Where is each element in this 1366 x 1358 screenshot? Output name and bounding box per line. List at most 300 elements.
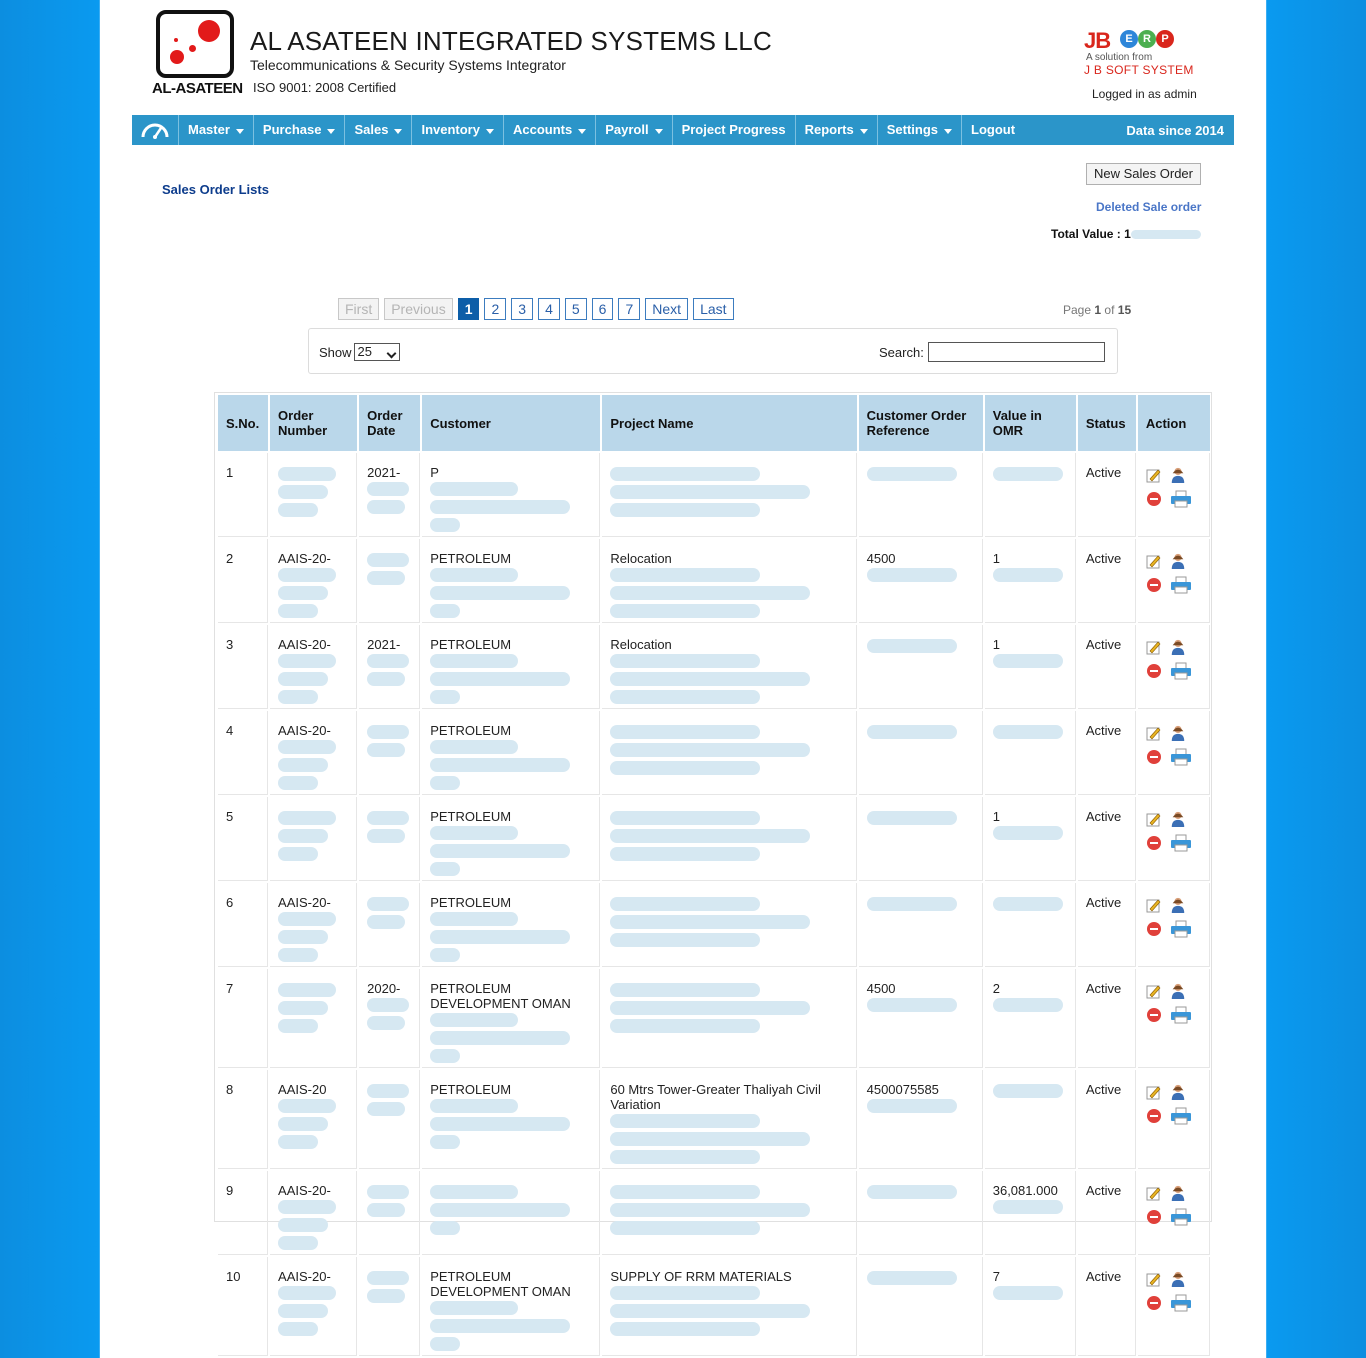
cell-date [359,625,420,709]
edit-icon[interactable] [1146,897,1162,913]
table-row[interactable] [218,1257,1210,1356]
redacted-value [993,826,1063,840]
redacted-value [610,1114,760,1128]
sales-order-table-wrapper [214,392,1212,1299]
user-icon[interactable] [1170,1185,1186,1201]
delete-icon[interactable] [1146,835,1162,851]
nav-purchase[interactable] [254,115,346,145]
redacted-value [610,897,760,911]
redacted-value [367,1185,409,1199]
col-order-date[interactable]: Order Date [359,395,420,451]
redacted-value [278,776,318,790]
cell-customer-text: PETROLEUM [430,809,512,824]
nav-project-progress[interactable] [673,115,796,145]
redacted-value [430,948,460,962]
cell-order [270,969,357,1068]
deleted-sale-order-link[interactable]: Deleted Sale order [1096,200,1202,214]
redacted-value [367,1271,409,1285]
redacted-value [367,811,409,825]
cell-customer-text: P [430,465,439,480]
cell-status-text: Active [1085,723,1122,738]
user-icon[interactable] [1170,467,1186,483]
cell-order [270,539,357,623]
user-icon[interactable] [1170,553,1186,569]
cell-project [602,1171,856,1255]
redacted-value [278,1019,318,1033]
cell-status-text: Active [1085,809,1122,824]
erp-r-icon: R [1138,30,1156,48]
redacted-value [278,912,336,926]
delete-icon[interactable] [1146,491,1162,507]
redacted-value [610,983,760,997]
nav-accounts[interactable] [504,115,596,145]
page-7-button[interactable]: 7 [618,298,640,320]
redacted-value [278,1322,318,1336]
redacted-value [610,1150,760,1164]
redacted-value [867,1271,957,1285]
col-value-omr[interactable]: Value in OMR [985,395,1076,451]
cell-customer [422,1257,600,1356]
redacted-value [367,998,409,1012]
cell-order-text: AAIS-20- [278,895,331,910]
table-row[interactable] [218,539,1210,623]
redacted-value [430,1301,518,1315]
redacted-value [993,654,1063,668]
redacted-value [610,654,760,668]
redacted-value [278,485,328,499]
cell-status [1078,1070,1136,1169]
show-label: Show [319,344,352,360]
redacted-value [610,1286,760,1300]
redacted-value [610,1304,810,1318]
delete-icon[interactable] [1146,1209,1162,1225]
cell-ref [859,969,983,1068]
redacted-value [278,1304,328,1318]
chevron-down-icon [236,129,244,134]
user-icon[interactable] [1170,1084,1186,1100]
nav-master[interactable] [179,115,254,145]
print-icon[interactable] [1170,1209,1192,1225]
user-icon[interactable] [1170,983,1186,999]
redacted-value [610,503,760,517]
redacted-value [430,672,570,686]
table-row[interactable] [218,969,1210,1068]
sales-order-table [216,393,1212,1358]
cell-sno [218,883,268,967]
company-tagline: Telecommunications & Security Systems Integrator [250,57,566,73]
cell-sno [218,625,268,709]
redacted-value [367,1289,405,1303]
redacted-value [430,826,518,840]
nav-sales-label: Sales [354,122,389,137]
user-icon[interactable] [1170,897,1186,913]
cell-customer [422,625,600,709]
print-icon[interactable] [1170,1007,1192,1023]
nav-payroll-label: Payroll [605,122,649,137]
nav-master-label: Master [188,122,230,137]
cell-value-text: 1 [992,551,1000,566]
print-icon[interactable] [1170,835,1192,851]
nav-settings-label: Settings [886,122,939,137]
table-row[interactable] [218,453,1210,537]
cell-project [602,797,856,881]
redacted-value [430,758,570,772]
user-icon[interactable] [1170,811,1186,827]
redacted-value [867,568,957,582]
user-icon[interactable] [1170,639,1186,655]
edit-icon[interactable] [1146,725,1162,741]
redacted-value [367,725,409,739]
col-customer[interactable]: Customer [422,395,600,451]
chevron-down-icon [944,129,952,134]
redacted-value [278,503,318,517]
cell-action [1138,453,1210,537]
redacted-value [278,1218,328,1232]
cell-project [602,969,856,1068]
redacted-value [367,482,409,496]
redacted-value [430,482,518,496]
redacted-value [430,912,518,926]
delete-icon[interactable] [1146,921,1162,937]
col-sno[interactable]: S.No. [218,395,268,451]
cell-sno [218,539,268,623]
cell-sno-text: 4 [226,723,234,738]
redacted-value [610,829,810,843]
page [100,0,1266,1299]
cell-date-text: 2021- [367,637,401,652]
cell-action [1138,625,1210,709]
cell-status [1078,625,1136,709]
page-2-button[interactable]: 2 [484,298,506,320]
redacted-value [610,743,810,757]
cell-sno-text: 6 [226,895,234,910]
cell-ref [859,453,983,537]
cell-status [1078,711,1136,795]
cell-order [270,883,357,967]
redacted-value [867,897,957,911]
page-info-label: Page [1063,303,1092,317]
cell-order [270,1070,357,1169]
table-row[interactable] [218,625,1210,709]
cell-ref-text: 4500 [866,981,896,996]
chevron-down-icon [327,129,335,134]
table-header-row [218,395,1210,451]
cell-status [1078,1257,1136,1356]
cell-date [359,797,420,881]
redacted-value [610,1185,760,1199]
cell-value-text: 2 [992,981,1000,996]
redacted-value [430,1049,460,1063]
cell-customer [422,797,600,881]
page-info-total: 15 [1117,303,1132,317]
cell-project [602,711,856,795]
page-5-button[interactable]: 5 [565,298,587,320]
redacted-value [367,553,409,567]
nav-logout-label: Logout [971,122,1016,137]
delete-icon[interactable] [1146,749,1162,765]
cell-value [985,969,1076,1068]
search-input[interactable] [928,342,1105,362]
redacted-value [367,897,409,911]
user-icon[interactable] [1170,725,1186,741]
table-body [218,453,1210,1356]
user-icon[interactable] [1170,1271,1186,1287]
nav-settings[interactable] [878,115,962,145]
redacted-value [867,998,957,1012]
redacted-value [993,725,1063,739]
nav-logout[interactable] [962,115,1024,145]
cell-date [359,883,420,967]
cell-project-text: Relocation [610,551,672,566]
total-value [1051,227,1201,241]
edit-icon[interactable] [1146,1271,1162,1287]
cell-ref-text: 4500075585 [866,1082,939,1097]
redacted-value [278,586,328,600]
redacted-value [867,811,957,825]
redacted-value [278,654,336,668]
page-last-button[interactable]: Last [693,298,733,320]
cell-project [602,625,856,709]
cell-value-text: 1 [992,637,1000,652]
redacted-value [278,1135,318,1149]
redacted-value [430,862,460,876]
page-6-button[interactable]: 6 [592,298,614,320]
filter-bar [308,328,1118,374]
redacted-value [993,568,1063,582]
cell-project [602,883,856,967]
erp-e-icon: E [1120,30,1138,48]
redacted-value [278,1001,328,1015]
nav-accounts-label: Accounts [512,122,573,137]
print-icon[interactable] [1170,749,1192,765]
redacted-value [367,1084,409,1098]
cell-date [359,1257,420,1356]
cell-value-text: 7 [992,1269,1000,1284]
redacted-value [610,672,810,686]
redacted-value [367,1016,405,1030]
company-name: AL ASATEEN INTEGRATED SYSTEMS LLC [250,26,772,56]
cell-action [1138,1257,1210,1356]
cell-sno [218,453,268,537]
redacted-value [610,811,760,825]
print-icon[interactable] [1170,663,1192,679]
delete-icon[interactable] [1146,663,1162,679]
cell-order-text: AAIS-20- [278,723,331,738]
company-logo [156,10,234,78]
redacted-value [610,915,810,929]
redacted-value [278,1099,336,1113]
redacted-value [430,604,460,618]
redacted-value [610,604,760,618]
redacted-value [367,1102,405,1116]
redacted-value [430,1135,460,1149]
cell-customer [422,883,600,967]
edit-icon[interactable] [1146,1185,1162,1201]
cell-date [359,1070,420,1169]
cell-status [1078,969,1136,1068]
page-1-button[interactable]: 1 [458,298,480,320]
iso-certification: ISO 9001: 2008 Certified [253,80,397,95]
redacted-value [430,776,460,790]
cell-value [985,1257,1076,1356]
cell-status-text: Active [1085,465,1122,480]
redacted-value [430,1031,570,1045]
chevron-down-icon [860,129,868,134]
redacted-value [610,1322,760,1336]
dashboard-button[interactable] [132,115,179,145]
redacted-value [278,930,328,944]
table-row[interactable] [218,797,1210,881]
cell-value [985,883,1076,967]
erp-p-icon: P [1156,30,1174,48]
table-row[interactable] [218,883,1210,967]
cell-date-text: 2021- [367,465,401,480]
print-icon[interactable] [1170,577,1192,593]
redacted-value [430,844,570,858]
page-previous-button[interactable]: Previous [384,298,452,320]
delete-icon[interactable] [1146,1295,1162,1311]
cell-order-text: AAIS-20- [278,551,331,566]
print-icon[interactable] [1170,1295,1192,1311]
redacted-value [610,586,810,600]
redacted-value [430,690,460,704]
redacted-value [278,1200,336,1214]
cell-date-text: 2020- [367,981,401,996]
cell-value [985,797,1076,881]
cell-customer [422,711,600,795]
page-4-button[interactable]: 4 [538,298,560,320]
redacted-value [278,1286,336,1300]
table-row[interactable] [218,711,1210,795]
page-first-button[interactable]: First [338,298,379,320]
vendor-line2: J B SOFT SYSTEM [1084,63,1194,77]
nav-payroll[interactable] [596,115,672,145]
print-icon[interactable] [1170,1108,1192,1124]
redacted-value [610,1221,760,1235]
show-entries [319,343,400,361]
page-3-button[interactable]: 3 [511,298,533,320]
redacted-value [993,1084,1063,1098]
page-next-button[interactable]: Next [645,298,688,320]
cell-status-text: Active [1085,1269,1122,1284]
redacted-value [430,1099,518,1113]
new-sales-order-button[interactable]: New Sales Order [1086,163,1201,185]
redacted-value [430,930,570,944]
cell-date [359,453,420,537]
edit-icon[interactable] [1146,1084,1162,1100]
cell-value [985,711,1076,795]
redacted-value [867,725,957,739]
chevron-down-icon [486,129,494,134]
cell-value [985,453,1076,537]
col-status[interactable]: Status [1078,395,1136,451]
edit-icon[interactable] [1146,811,1162,827]
redacted-value [867,639,957,653]
cell-customer-text: PETROLEUM [430,637,512,652]
nav-sales[interactable] [345,115,412,145]
redacted-value [278,829,328,843]
search-area [879,342,1105,362]
cell-project [602,1257,856,1356]
col-project-name[interactable]: Project Name [602,395,856,451]
print-icon[interactable] [1170,491,1192,507]
redacted-value [430,740,518,754]
redacted-value [867,467,957,481]
show-entries-select[interactable]: 25 [354,343,400,361]
page-title: Sales Order Lists [162,182,269,197]
cell-ref [859,1171,983,1255]
table-row[interactable] [218,1070,1210,1169]
total-value-label: Total Value : 1 [1051,227,1131,241]
table-row[interactable] [218,1171,1210,1255]
cell-date [359,539,420,623]
redacted-value [367,500,405,514]
chevron-down-icon [394,129,402,134]
col-order-number[interactable]: Order Number [270,395,357,451]
cell-status [1078,797,1136,881]
redacted-value [278,604,318,618]
pagination [338,298,734,320]
redacted-value [278,1117,328,1131]
redacted-value [993,1200,1063,1214]
cell-status [1078,539,1136,623]
cell-value [985,1070,1076,1169]
edit-icon[interactable] [1146,639,1162,655]
edit-icon[interactable] [1146,467,1162,483]
cell-status-text: Active [1085,1082,1122,1097]
cell-value-text: 1 [992,809,1000,824]
edit-icon[interactable] [1146,553,1162,569]
redacted-value [430,654,518,668]
redacted-value [430,500,570,514]
cell-action [1138,969,1210,1068]
redacted-value [610,1001,810,1015]
cell-status [1078,883,1136,967]
cell-action [1138,1171,1210,1255]
redacted-value [367,672,405,686]
chevron-down-icon [578,129,586,134]
cell-value-text: 36,081.000 [992,1183,1058,1198]
delete-icon[interactable] [1146,1108,1162,1124]
nav-inventory[interactable] [412,115,504,145]
redacted-value [430,1117,570,1131]
redacted-value [278,740,336,754]
page-info-of: of [1104,303,1115,317]
redacted-value [610,725,760,739]
nav-inventory-label: Inventory [421,122,480,137]
edit-icon[interactable] [1146,983,1162,999]
cell-status-text: Active [1085,981,1122,996]
page-info-current: 1 [1094,303,1102,317]
redacted-value [610,933,760,947]
col-customer-order-ref[interactable]: Customer Order Reference [859,395,983,451]
redacted-value [278,1236,318,1250]
delete-icon[interactable] [1146,577,1162,593]
cell-customer [422,1070,600,1169]
cell-order [270,1171,357,1255]
delete-icon[interactable] [1146,1007,1162,1023]
redacted-value [430,568,518,582]
cell-order [270,711,357,795]
cell-sno [218,1257,268,1356]
print-icon[interactable] [1170,921,1192,937]
nav-reports[interactable] [796,115,878,145]
cell-status [1078,1171,1136,1255]
redacted-value [430,1203,570,1217]
redacted-value [867,1099,957,1113]
redacted-value [430,1337,460,1351]
cell-ref [859,1070,983,1169]
